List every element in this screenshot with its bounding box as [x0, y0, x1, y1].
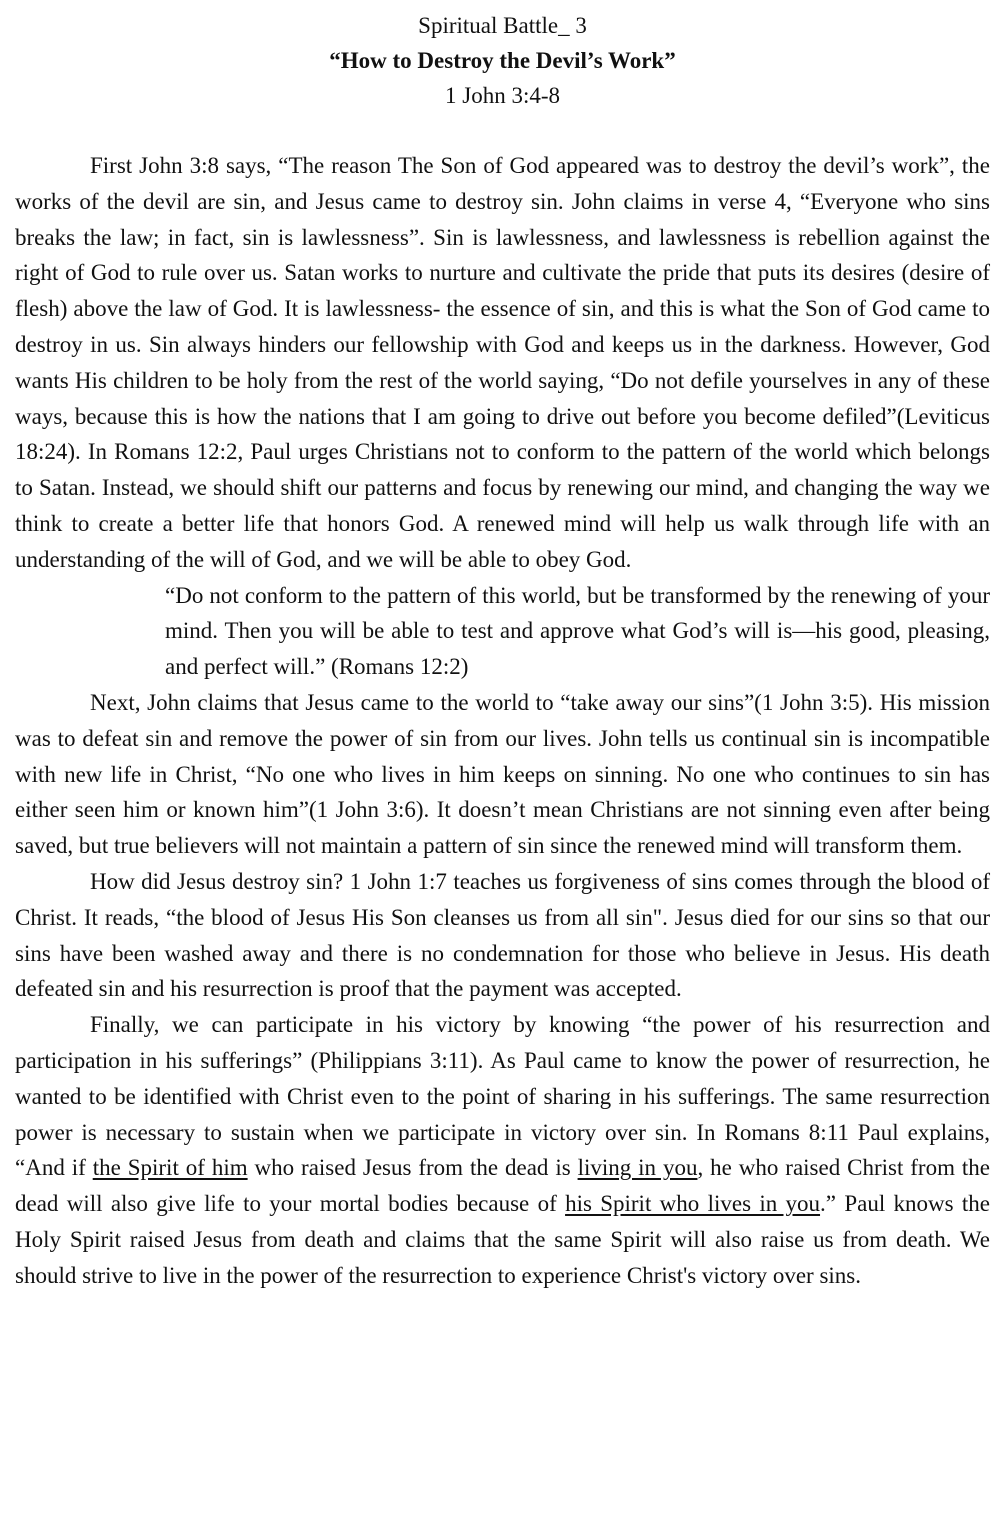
paragraph-4-text-d: .” Paul knows the Holy Spirit raised Jesus from death and claims that the same Spirit will also raise us from death. We should strive to live in the power of the resurrection to experience Christ's victory over sins. [15, 1191, 991, 1288]
document-header [15, 8, 990, 113]
underlined-phrase-his-spirit: his Spirit who lives in you [565, 1191, 821, 1217]
paragraph-2: Next, John claims that Jesus came to the world to “take away our sins”(1 John 3:5). His mission was to defeat sin and remove the power of sin from our lives. John tells us continual sin is incompatible with new life in Christ, “No one who lives in him keeps on sinning. No one who continues to sin has either seen him or known him”(1 John 3:6). It doesn’t mean Christians are not sinning even after being saved, but true believers will not maintain a pattern of sin since the renewed mind will transform them. [15, 689, 990, 859]
block-quote: “Do not conform to the pattern of this world, but be transformed by the renewing of your mind. Then you will be able to test and approve what God’s will is—his good, pleasing, and perfect will.” (Romans 12:2) [165, 582, 990, 680]
sermon-title: “How to Destroy the Devil’s Work” [329, 48, 676, 73]
underlined-phrase-spirit-of-him: the Spirit of him [92, 1155, 248, 1181]
paragraph-4-text-c: , he who raised Christ from the dead will also give life to your mortal bodies because of [15, 1155, 990, 1217]
series-title: Spiritual Battle_ 3 [418, 13, 587, 38]
paragraph-4-text-b: who raised Jesus from the dead is [247, 1155, 578, 1181]
scripture-reference: 1 John 3:4-8 [445, 83, 560, 108]
document-body [15, 148, 990, 1294]
paragraph-4 [15, 1007, 990, 1293]
paragraph-4-text-a: Finally, we can participate in his victory by knowing “the power of his resurrection and participation in his sufferings” (Philippians 3:11). As Paul came to know the power of resurrection, he wanted to be identified with Christ even to the point of sharing in his sufferings. The same resurrection power is necessary to sustain when we participate in victory over sin. In Romans 8:11 Paul explains, “And if [15, 1012, 990, 1181]
paragraph-1: First John 3:8 says, “The reason The Son of God appeared was to destroy the devil’s work”, the works of the devil are sin, and Jesus came to destroy sin. John claims in verse 4, “Everyone who sins breaks the law; in fact, sin is lawlessness”. Sin is lawlessness, and lawlessness is rebellion against the right of God to rule over us. Satan works to nurture and cultivate the pride that puts its desires (desire of flesh) above the law of God. It is lawlessness- the essence of sin, and this is what the Son of God came to destroy in us. Sin always hinders our fellowship with God and keeps us in the darkness. However, God wants His children to be holy from the rest of the world saying, “Do not defile yourselves in any of these ways, because this is how the nations that I am going to drive out before you become defiled”(Leviticus 18:24). In Romans 12:2, Paul urges Christians not to conform to the pattern of the world which belongs to Satan. Instead, we should shift our patterns and focus by renewing our mind, and changing the way we think to create a better life that honors God. A renewed mind will help us walk through life with an understanding of the will of God, and we will be able to obey God. [15, 153, 990, 572]
paragraph-3: How did Jesus destroy sin? 1 John 1:7 teaches us forgiveness of sins comes through the blood of Christ. It reads, “the blood of Jesus His Son cleanses us from all sin". Jesus died for our sins so that our sins have been washed away and there is no condemnation for those who believe in Jesus. His death defeated sin and his resurrection is proof that the payment was accepted. [15, 868, 990, 1002]
underlined-phrase-living-in-you: living in you [577, 1155, 698, 1181]
